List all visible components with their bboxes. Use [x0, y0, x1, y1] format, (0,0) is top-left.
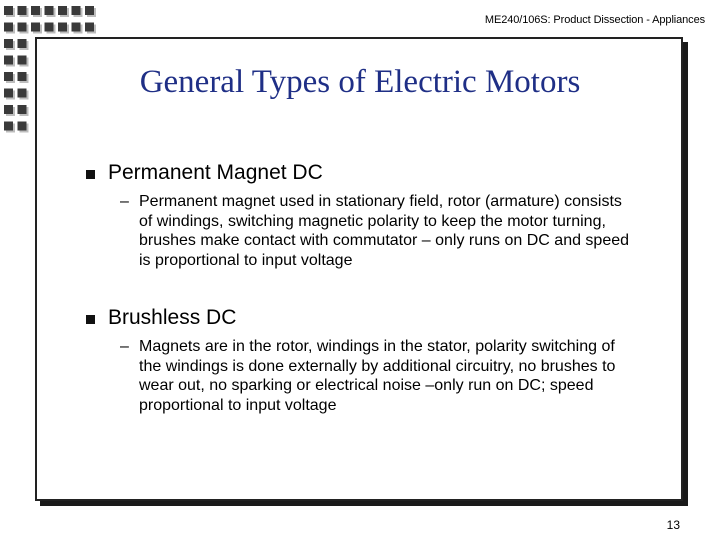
- decoration-square: [18, 122, 27, 131]
- sub-bullet-permanent-magnet: [120, 192, 630, 270]
- decoration-square: [58, 6, 67, 15]
- sub-bullet-text: Permanent magnet used in stationary field, rotor (armature) consists of windings, switching magnetic polarity to keep the motor turning, brushes make contact with commutator – only runs on DC and speed is proportional to input voltage: [139, 193, 630, 269]
- decoration-square: [4, 39, 13, 48]
- bullet-square-icon: [86, 170, 95, 179]
- decoration-square: [18, 6, 27, 15]
- dash-marker: –: [120, 338, 129, 355]
- decoration-square: [85, 23, 94, 32]
- course-header: ME240/106S: Product Dissection - Appliances: [484, 14, 705, 26]
- decoration-square: [18, 23, 27, 32]
- decoration-square: [58, 23, 67, 32]
- dash-marker: –: [120, 193, 129, 210]
- page-number: 13: [666, 518, 680, 532]
- decoration-square: [45, 23, 54, 32]
- decoration-square: [45, 6, 54, 15]
- decoration-square: [85, 6, 94, 15]
- bullet-brushless-dc: Brushless DC: [108, 306, 237, 329]
- decoration-square: [72, 23, 81, 32]
- decoration-square: [18, 39, 27, 48]
- decoration-square: [31, 6, 40, 15]
- sub-bullet-brushless: [120, 337, 630, 415]
- decoration-square: [72, 6, 81, 15]
- slide-title: General Types of Electric Motors: [139, 64, 581, 100]
- decoration-square: [4, 6, 13, 15]
- bullet-permanent-magnet-dc: Permanent Magnet DC: [108, 161, 323, 184]
- sub-bullet-text: Magnets are in the rotor, windings in the stator, polarity switching of the windings is done externally by additional circuitry, no brushes to wear out, no sparking or electrical noise –only run on DC; speed proportional to input voltage: [139, 338, 616, 414]
- decoration-square: [4, 23, 13, 32]
- decoration-square: [31, 23, 40, 32]
- decoration-square: [4, 105, 13, 114]
- bullet-square-icon: [86, 315, 95, 324]
- decoration-square: [18, 105, 27, 114]
- decoration-square: [4, 122, 13, 131]
